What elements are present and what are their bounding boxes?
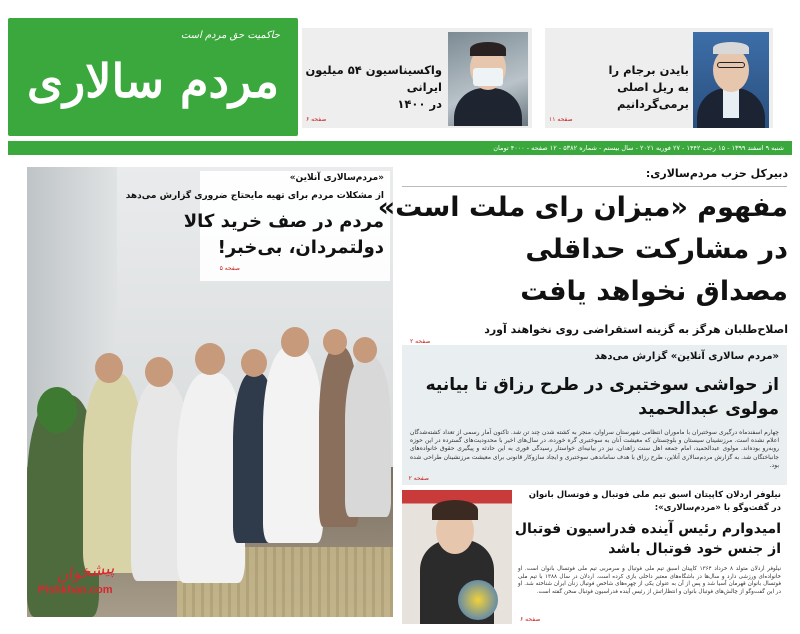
teaser-vaccination[interactable] — [302, 28, 532, 128]
story2-page-ref: صفحه ۲ — [408, 475, 429, 482]
teaser-biden[interactable] — [545, 28, 773, 128]
masthead-tagline: حاکمیت حق مردم است — [180, 30, 280, 41]
story3-page-ref: صفحه ۶ — [520, 616, 541, 623]
issue-dateline: شنبه ۹ اسفند ۱۳۹۹ - ۱۵ رجب ۱۴۴۲ - ۲۷ فوریه ۲۰۲۱ - سال بیستم - شماره ۵۳۸۲ - ۱۲ صفحه - ۴۰۰۰ تومان — [8, 141, 792, 155]
teaser-headline: بایدن برجام را به ریل اصلی برمی‌گردانیم — [608, 63, 689, 111]
lead-headline-line2[interactable]: در مشارکت حداقلی — [525, 234, 788, 265]
teaser-headline: واکسیناسیون ۵۴ میلیون ایرانی در ۱۴۰۰ — [305, 63, 442, 111]
left-story-headline-line1: مردم در صف خرید کالا — [183, 211, 384, 232]
lead-kicker: دبیرکل حزب مردم‌سالاری: — [645, 167, 788, 180]
newspaper-title: مردم سالاری — [26, 54, 279, 108]
story3-kicker-line2: در گفت‌وگو با «مردم‌سالاری»: — [654, 503, 781, 513]
lead-subhead: اصلاح‌طلبان هرگز به گزینه استقراضی روی نخواهند آورد — [484, 323, 788, 336]
left-story-headline-line2: دولتمردان، بی‌خبر! — [217, 237, 384, 258]
football-interview-story[interactable] — [402, 490, 787, 628]
fuel-smuggling-story[interactable] — [402, 345, 787, 485]
story2-headline-line2: مولوی عبدالحمید — [638, 399, 779, 419]
masthead — [8, 18, 298, 136]
watermark-en: Pishkhan.com — [38, 584, 113, 596]
lead-headline-line3[interactable]: مصداق نخواهد یافت — [520, 276, 788, 307]
teaser-photo-minister — [448, 32, 528, 126]
lead-page-ref: صفحه ۲ — [410, 338, 431, 345]
pishkhan-watermark — [34, 560, 144, 606]
story3-headline-line2: از جنس خود فوتبال باشد — [608, 541, 781, 557]
left-story-kicker: «مردم‌سالاری آنلاین» — [289, 173, 384, 183]
left-story-subhead: از مشکلات مردم برای تهیه مایحتاج ضروری گزارش می‌دهد — [125, 191, 384, 201]
teaser-page-ref: صفحه ۶ — [306, 116, 327, 123]
story3-headline-line1: امیدوارم رئیس آینده فدراسیون فوتبال — [514, 521, 781, 537]
story3-body: نیلوفر اردلان متولد ۸ خرداد ۱۳۶۴ کاپیتان اسبق تیم ملی فوتبال و سرمربی تیم ملی فوتسال بانوان است. او خانواده‌ای ورزشی دارد و سال‌ها در باشگاه‌های معتبر داخلی بازی کرده است. اردلان در سال ۱۳۸۸ با تیم ملی فوتسال بانوان قهرمان آسیا شد و پس از آن به عنوان یکی از چهره‌های شاخص فوتبال زنان ایران شناخته شد. او در این گفت‌وگو از چالش‌های فوتبال بانوان و انتظاراتش از رئیس آینده فدراسیون فوتبال سخن گفته است. — [518, 566, 782, 595]
teaser-page-ref: صفحه ۱۱ — [549, 116, 573, 123]
teaser-photo-official — [693, 32, 769, 128]
player-photo — [402, 490, 512, 624]
story2-kicker: «مردم سالاری آنلاین» گزارش می‌دهد — [594, 351, 779, 362]
left-story-headline-box[interactable] — [125, 171, 390, 281]
story2-body: چهارم اسفندماه درگیری سوختبران با ماموران انتظامی شهرستان سراوان، منجر به کشته شدن چند تن شد. تاکنون آمار رسمی از تعداد کشته‌شدگان اعلام نشده است. مرزنشینان سیستان و بلوچستان که معیشت آنان به سوختبری گره خورده، در سال‌های اخیر با محدودیت‌های گسترده در این حوزه روبه‌رو بوده‌اند. مولوی عبدالحمید، امام جمعه اهل سنت زاهدان، نیز در بیانیه‌ای خواستار رسیدگی فوری به این حادثه و پیگیری حقوق خانواده‌های جانباختگان شد. به گزارش مردم‌سالاری آنلاین، طرح رزاق با هدف ساماندهی سوختبری و ایجاد سازوکار قانونی برای معیشت مرزنشینان طراحی شده بود. — [410, 429, 779, 469]
watermark-fa: پیشخوان — [54, 558, 116, 585]
story2-headline-line1: از حواشی سوختبری در طرح رزاق تا بیانیه — [425, 375, 779, 395]
story3-kicker-line1: نیلوفر اردلان کاپیتان اسبق تیم ملی فوتبال و فوتسال بانوان — [528, 490, 781, 500]
left-story-page-ref: صفحه ۵ — [219, 265, 240, 272]
lead-headline-line1[interactable]: مفهوم «میزان رای ملت است» — [377, 192, 788, 223]
